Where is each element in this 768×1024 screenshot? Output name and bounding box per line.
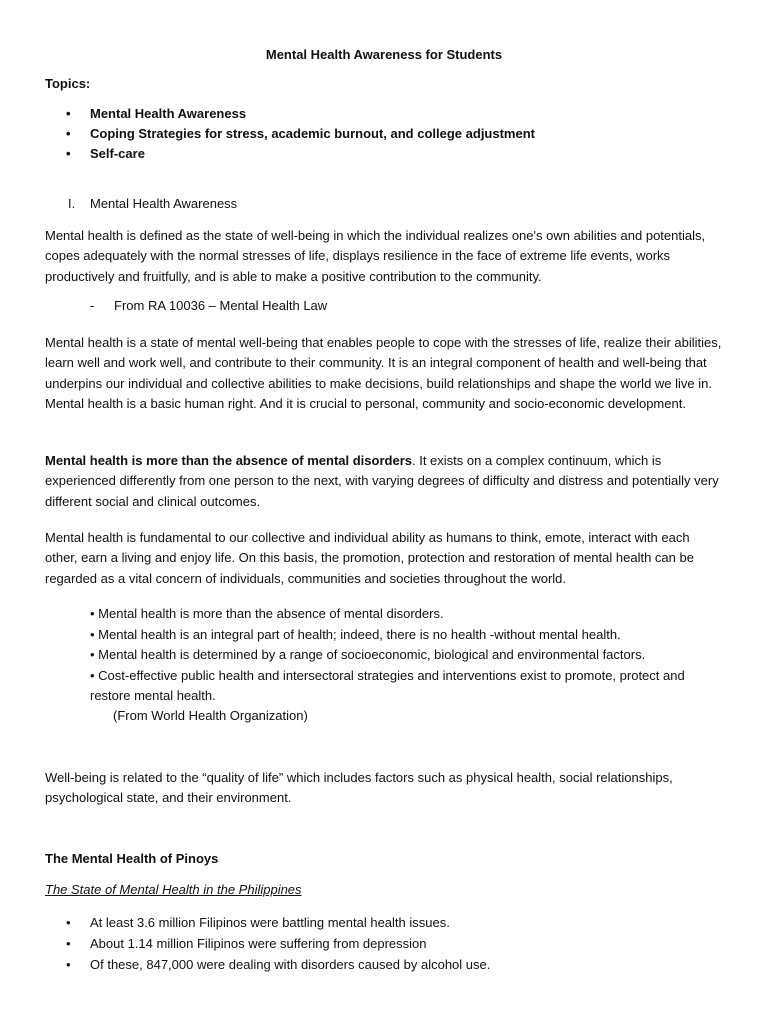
topic-item: • Self-care	[62, 144, 535, 164]
topics-list	[62, 104, 535, 164]
section-heading	[68, 196, 237, 211]
stat-item: • About 1.14 million Filipinos were suffering from depression	[62, 933, 490, 954]
fundamental-paragraph: Mental health is fundamental to our collective and individual ability as humans to think, emote, interact with each other, earn a living and enjoy life. On this basis, the promotion, protection and restoration of mental health can be regarded as a vital concern of individuals, communities and societies throughout the world.	[45, 530, 694, 586]
topics-heading: Topics:	[45, 76, 91, 91]
section-number: I.	[68, 196, 76, 211]
stats-list	[62, 912, 490, 975]
dash-marker: -	[90, 298, 95, 313]
continuum-text: . It exists on a complex continuum, which is experienced differently from one person to the next, with varying degrees of difficulty and distress and potentially very different social and clinical outcomes.	[45, 453, 719, 509]
quality-of-life-paragraph: Well-being is related to the “quality of life” which includes factors such as physical health, social relationships, psychological state, and their environment.	[45, 770, 673, 806]
wellbeing-paragraph: Mental health is a state of mental well-being that enables people to cope with the stresses of life, realize their abilities, learn well and work well, and contribute to their community. It is an integral component of health and well-being that underpins our individual and collective abilities to make decisions, build relationships and shape the world we live in. Mental health is a basic human right. And it is crucial to personal, community and socio-economic development.	[45, 335, 722, 411]
ra-source-text: From RA 10036 – Mental Health Law	[114, 298, 328, 313]
who-points-list	[90, 604, 720, 707]
topic-item: • Mental Health Awareness	[62, 104, 535, 124]
section-title: Mental Health Awareness	[90, 196, 238, 211]
who-point: • Cost-effective public health and intersectoral strategies and interventions exist to promote, protect and restore mental health.	[90, 667, 685, 703]
state-heading: The State of Mental Health in the Philippines	[45, 882, 302, 897]
who-point: • Mental health is an integral part of health; indeed, there is no health -without mental health.	[90, 626, 621, 642]
who-point: • Mental health is more than the absence of mental disorders.	[90, 606, 444, 621]
continuum-paragraph	[45, 451, 725, 512]
who-point: • Mental health is determined by a range of socioeconomic, biological and environmental factors.	[90, 647, 646, 662]
stat-item: • At least 3.6 million Filipinos were battling mental health issues.	[62, 912, 490, 933]
document-title: Mental Health Awareness for Students	[265, 47, 503, 62]
definition-paragraph: Mental health is defined as the state of well-being in which the individual realizes one's own abilities and potentials, copes adequately with the normal stresses of life, displays resilience in the face of extreme life events, works productively and fruitfully, and is able to make a positive contribution to the community.	[45, 228, 706, 284]
pinoys-heading: The Mental Health of Pinoys	[45, 851, 219, 866]
bold-statement: Mental health is more than the absence of mental disorders	[45, 453, 412, 468]
stat-item: • Of these, 847,000 were dealing with disorders caused by alcohol use.	[62, 954, 490, 975]
who-source: (From World Health Organization)	[113, 708, 308, 723]
ra-source-line	[90, 298, 327, 313]
topic-item: • Coping Strategies for stress, academic burnout, and college adjustment	[62, 124, 535, 144]
